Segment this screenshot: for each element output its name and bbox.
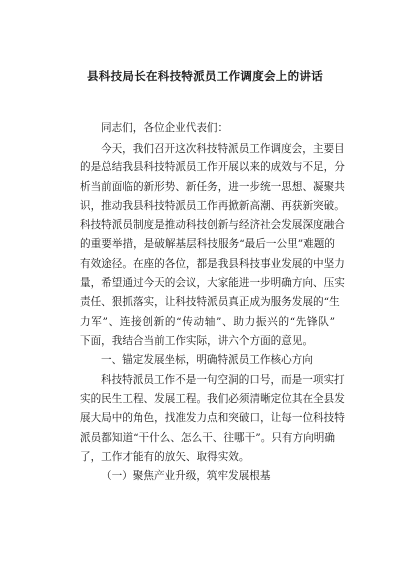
paragraph-line: 的重要举措，是破解基层科技服务“最后一公里”难题的	[80, 238, 335, 250]
paragraph-line: 量，希望通过今天的会议，大家能进一步明确方向、压实	[80, 277, 345, 289]
paragraph-line: 下面，我结合当前工作实际，讲六个方面的意见。	[80, 335, 314, 347]
paragraph-line: 实的民生工程、发展工程。我们必须清晰定位其在全县发	[80, 393, 345, 405]
paragraph-line: 析当前面临的新形势、新任务，进一步统一思想、凝聚共	[80, 181, 345, 193]
paragraph-line: 的是总结我县科技特派员工作开展以来的成效与不足，分	[80, 161, 345, 173]
paragraph-line: 责任、狠抓落实，让科技特派员真正成为服务发展的“生	[80, 296, 340, 308]
paragraph-line: 力军”、连接创新的“传动轴”、助力振兴的“先锋队”	[80, 316, 335, 328]
paragraph-line: 有效途径。在座的各位，都是我县科技事业发展的中坚力	[80, 258, 345, 270]
paragraph-line: 今天，我们召开这次科技特派员工作调度会，主要目	[101, 143, 345, 155]
paragraph-line: 识，推动我县科技特派员工作再掀新高潮、再获新突破。	[80, 200, 345, 212]
paragraph-line: 展大局中的角色，找准发力点和突破口，让每一位科技特	[80, 412, 345, 424]
paragraph-line: 科技特派员制度是推动科技创新与经济社会发展深度融合	[80, 219, 345, 231]
document-title: 县科技局长在科技特派员工作调度会上的讲话	[87, 69, 323, 83]
subsection-heading: （一）聚焦产业升级，筑牢发展根基	[101, 470, 271, 482]
paragraph-line: 派员都知道“干什么、怎么干、往哪干”。只有方向明确	[80, 432, 335, 444]
section-heading: 一、锚定发展坐标，明确特派员工作核心方向	[101, 354, 313, 366]
paragraph-line: 科技特派员工作不是一句空洞的口号，而是一项实打	[101, 374, 345, 386]
paragraph-line: 了，工作才能有的放矢、取得实效。	[80, 451, 250, 463]
salutation: 同志们，各位企业代表们：	[101, 122, 229, 134]
